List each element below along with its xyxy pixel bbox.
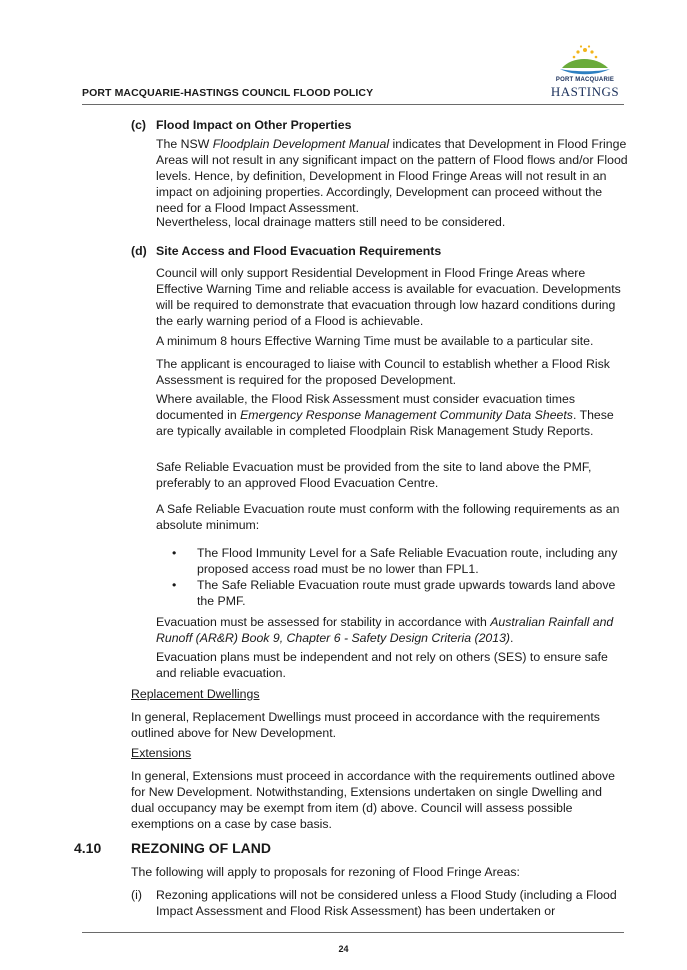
replacement-dwellings-text: In general, Replacement Dwellings must proceed in accordance with the requirements outlined above for New Development. (131, 710, 600, 740)
footer-rule (82, 932, 624, 933)
numbered-item-text: Rezoning applications will not be considered unless a Flood Study (including a Flood Impact Assessment and Flood Risk Assessment) has been undertaken or (156, 888, 617, 918)
section-d-label: (d) (131, 244, 147, 258)
text-run: Evacuation must be assessed for stability in accordance with (156, 615, 491, 629)
bullet-dot-icon: • (172, 546, 177, 560)
section-d-paragraph-3: The applicant is encouraged to liaise with Council to establish whether a Flood Risk Assessment is required for the proposed Development. (156, 357, 610, 387)
extensions-heading: Extensions (131, 746, 192, 760)
section-d-paragraph-7 (156, 614, 626, 646)
section-number: 4.10 (74, 840, 102, 856)
section-d-paragraph-6: A Safe Reliable Evacuation route must conform with the following requirements as an absolute minimum: (156, 502, 620, 532)
section-d-paragraph-5: Safe Reliable Evacuation must be provided from the site to land above the PMF, preferably to an approved Flood Evacuation Centre. (156, 460, 592, 490)
bullet-text: The Flood Immunity Level for a Safe Reliable Evacuation route, including any proposed access road must be no lower than FPL1. (197, 546, 618, 576)
page-number: 24 (338, 944, 349, 954)
section-title: REZONING OF LAND (131, 840, 271, 856)
section-c-title: Flood Impact on Other Properties (156, 118, 352, 132)
text-run: indicates that Development in Flood Fringe Areas will not result in any significant impact on the pattern of Flood flows and/or Flood levels. Hence, by definition, Development in Flood Fringe Areas will not result in an impact on adjoining properties. Accordingly, Development can proceed without the need for a Flood Impact Assessment. (156, 137, 628, 215)
section-d-paragraph-1: Council will only support Residential Development in Flood Fringe Areas where Effective Warning Time and reliable access is available for evacuation. Developments will be required to demonstrate that evacuation through low hazard conditions during the early warning period of a Flood is achievable. (156, 266, 621, 328)
council-logo-emblem-icon (548, 44, 622, 78)
extensions-text: In general, Extensions must proceed in accordance with the requirements outlined above for New Development. Notwithstanding, Extensions undertaken on single Dwelling and dual occupancy may be exempt from item (d) above. Council will assess possible exemptions on a case by case basis. (131, 769, 615, 831)
replacement-dwellings-heading: Replacement Dwellings (131, 687, 260, 701)
section-4-10-intro: The following will apply to proposals for rezoning of Flood Fringe Areas: (131, 865, 520, 879)
text-run-italic: Floodplain Development Manual (212, 137, 390, 151)
section-4-10-heading (74, 840, 611, 856)
bullet-dot-icon: • (172, 578, 177, 592)
bullet-item (172, 545, 623, 577)
section-d-paragraph-4 (156, 391, 624, 439)
text-run: . These are typically available in completed Floodplain Risk Management Study Reports. (156, 408, 614, 438)
logo-line-1: PORT MACQUARIE (555, 77, 615, 83)
section-c-paragraph-2: Nevertheless, local drainage matters still need to be considered. (156, 215, 506, 229)
section-c-paragraph-1 (156, 136, 628, 216)
section-d-paragraph-8: Evacuation plans must be independent and not rely on others (SES) to ensure safe and reliable evacuation. (156, 650, 608, 680)
text-run: . (510, 631, 514, 645)
numbered-item-label: (i) (131, 888, 142, 902)
text-run: The NSW (156, 137, 213, 151)
header-rule (82, 104, 624, 105)
section-c-label: (c) (131, 118, 147, 132)
text-run: Where available, the Flood Risk Assessment must consider evacuation times documented in (156, 392, 575, 422)
text-run-italic: Emergency Response Management Community Data Sheets (240, 408, 573, 422)
section-d-paragraph-2: A minimum 8 hours Effective Warning Time must be available to a particular site. (156, 334, 594, 348)
bullet-text: The Safe Reliable Evacuation route must grade upwards towards land above the PMF. (197, 578, 616, 608)
numbered-item (131, 887, 618, 919)
text-run-italic: Australian Rainfall and Runoff (AR&R) Book 9, Chapter 6 - Safety Design Criteria (2013) (156, 615, 614, 645)
logo-line-2: HASTINGS (550, 84, 620, 99)
section-c-heading (131, 117, 626, 133)
section-d-title: Site Access and Flood Evacuation Requirements (156, 244, 442, 258)
document-header-title: PORT MACQUARIE-HASTINGS COUNCIL FLOOD POLICY (82, 87, 374, 99)
bullet-item (172, 577, 623, 609)
section-d-heading (131, 243, 626, 259)
council-logo (548, 44, 622, 100)
